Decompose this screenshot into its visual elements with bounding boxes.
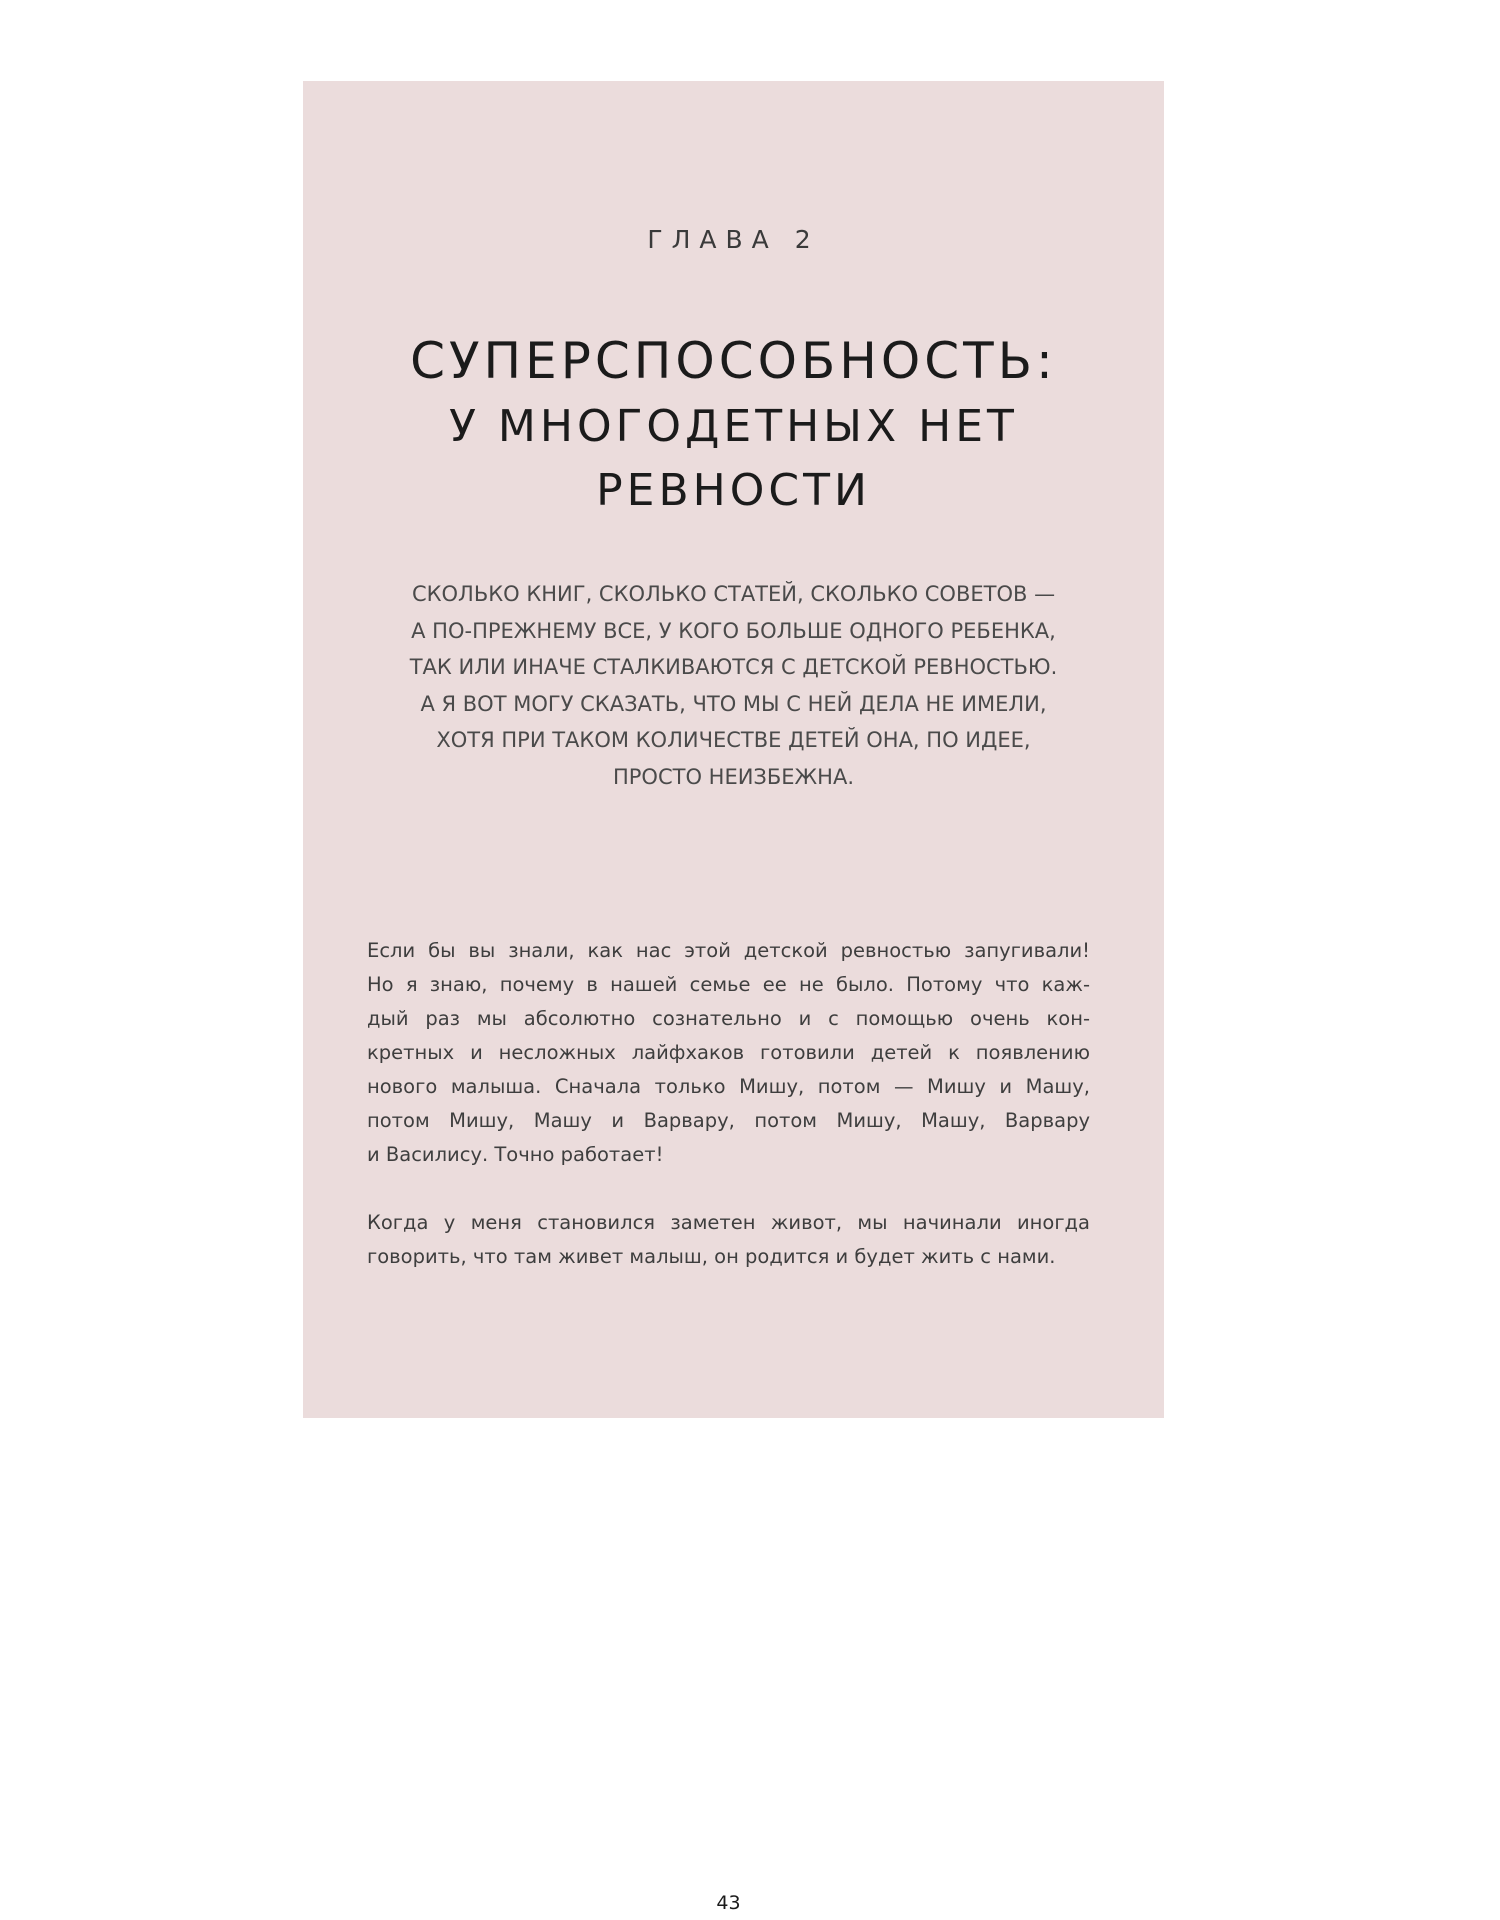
body-line: дый раз мы абсолютно сознательно и с помощью очень кон-: [367, 1007, 1090, 1030]
chapter-label: ГЛАВА 2: [647, 225, 820, 254]
intro-line: ХОТЯ ПРИ ТАКОМ КОЛИЧЕСТВЕ ДЕТЕЙ ОНА, ПО ИДЕЕ,: [436, 728, 1031, 753]
book-page: [303, 81, 1164, 1914]
page-number: 43: [716, 1892, 741, 1914]
body-line: говорить, что там живет малыш, он родится и будет жить с нами.: [367, 1245, 1056, 1268]
body-line: потом Мишу, Машу и Варвару, потом Мишу, Машу, Варвару: [367, 1109, 1090, 1132]
body-paragraph: [367, 1206, 1090, 1274]
body-line: кретных и несложных лайфхаков готовили детей к появлению: [367, 1041, 1090, 1064]
body-line: Если бы вы знали, как нас этой детской ревностью запугивали!: [367, 939, 1090, 962]
chapter-intro: [343, 576, 1124, 796]
body-line: нового малыша. Сначала только Мишу, потом — Мишу и Машу,: [367, 1075, 1090, 1098]
intro-line: А ПО-ПРЕЖНЕМУ ВСЕ, У КОГО БОЛЬШЕ ОДНОГО РЕБЕНКА,: [411, 618, 1056, 643]
body-line: и Василису. Точно работает!: [367, 1143, 664, 1166]
body-text: [367, 934, 1090, 1914]
body-paragraph: [367, 934, 1090, 1172]
chapter-title: [303, 327, 1164, 523]
chapter-title-line: РЕВНОСТИ: [596, 465, 871, 516]
intro-line: ТАК ИЛИ ИНАЧЕ СТАЛКИВАЮТСЯ С ДЕТСКОЙ РЕВНОСТЬЮ.: [409, 655, 1058, 680]
body-line: Но я знаю, почему в нашей семье ее не было. Потому что каж-: [367, 973, 1090, 996]
body-line: Когда у меня становился заметен живот, мы начинали иногда: [367, 1211, 1090, 1234]
intro-line: А Я ВОТ МОГУ СКАЗАТЬ, ЧТО МЫ С НЕЙ ДЕЛА НЕ ИМЕЛИ,: [420, 691, 1047, 716]
intro-line: СКОЛЬКО КНИГ, СКОЛЬКО СТАТЕЙ, СКОЛЬКО СОВЕТОВ —: [411, 582, 1056, 606]
intro-line: ПРОСТО НЕИЗБЕЖНА.: [612, 764, 855, 789]
chapter-title-line: СУПЕРСПОСОБНОСТЬ:: [410, 332, 1057, 390]
chapter-title-line: У МНОГОДЕТНЫХ НЕТ: [449, 401, 1018, 452]
